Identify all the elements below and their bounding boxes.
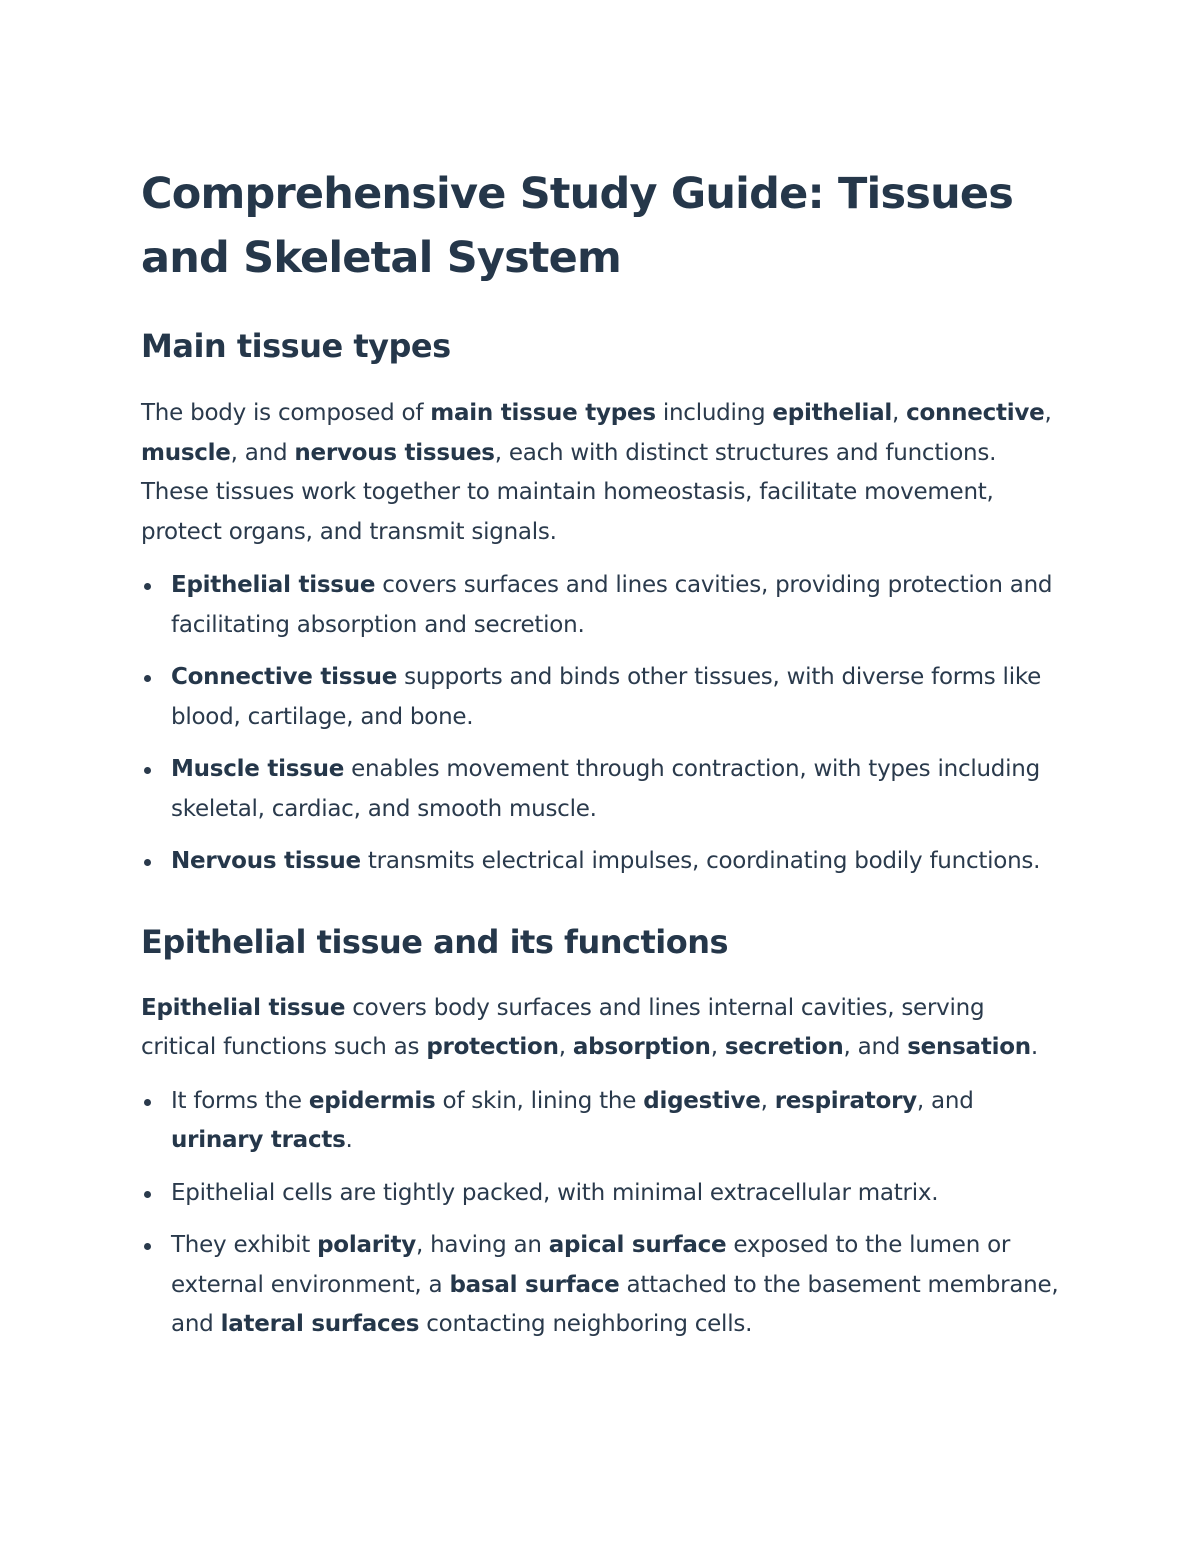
text-run: , and	[916, 1087, 974, 1114]
bold-term: digestive	[643, 1087, 761, 1114]
bullet-icon	[144, 859, 151, 866]
bold-term: Muscle tissue	[171, 756, 345, 782]
list-item	[141, 1174, 1066, 1214]
bold-term: muscle	[141, 439, 231, 466]
bold-term: Epithelial tissue	[171, 572, 376, 598]
text-run: enables movement through contraction, with types including skeletal, cardiac, and smooth muscle.	[171, 756, 1040, 822]
text-run: , having an	[415, 1232, 549, 1258]
list-item	[141, 750, 1066, 829]
text-run: Epithelial cells are tightly packed, with minimal extracellular matrix.	[171, 1179, 939, 1206]
section-intro-paragraph	[141, 394, 1066, 552]
list-item	[141, 658, 1066, 737]
text-run: covers surfaces and lines cavities, providing protection and facilitating absorption and secretion.	[171, 572, 1053, 638]
text-run: ,	[892, 400, 907, 426]
text-run: ,	[1044, 400, 1052, 426]
text-run: supports and binds other tissues, with diverse forms like blood, cartilage, and bone.	[171, 664, 1041, 730]
text-run: .	[1030, 1034, 1038, 1060]
text-run: ,	[760, 1087, 775, 1114]
document-page	[141, 162, 1066, 1358]
bold-term: Connective tissue	[171, 664, 398, 690]
bold-term: main tissue types	[430, 400, 656, 426]
text-run: including	[655, 400, 773, 426]
bold-term: Epithelial tissue	[141, 994, 346, 1021]
text-run: , and	[230, 439, 295, 466]
bold-term: connective	[906, 400, 1045, 426]
text-run: , each with distinct structures and functions. These tissues work together to maintain homeostasis, facilitate movement, protect organs, and transmit signals.	[141, 439, 997, 545]
bold-term: secretion	[724, 1034, 844, 1060]
list-item	[141, 842, 1066, 882]
section-heading-epithelial-tissue: Epithelial tissue and its functions	[141, 922, 729, 961]
bold-term: absorption	[572, 1034, 711, 1060]
text-run: ,	[710, 1034, 725, 1060]
epithelial-facts-list	[141, 1082, 1066, 1345]
bold-term: apical surface	[548, 1232, 727, 1258]
document-title: Comprehensive Study Guide: Tissues and Skeletal System	[141, 169, 1014, 283]
text-run: transmits electrical impulses, coordinating bodily functions.	[360, 848, 1041, 874]
bold-term: respiratory	[774, 1087, 917, 1114]
bold-term: sensation	[907, 1034, 1031, 1060]
text-run: The body is composed of	[141, 400, 431, 426]
bold-term: lateral surfaces	[220, 1311, 420, 1337]
list-item	[141, 566, 1066, 645]
text-run: exposed to the lumen or external environment, a	[171, 1232, 1011, 1298]
bold-term: basal surface	[449, 1271, 620, 1298]
text-run: .	[345, 1127, 353, 1153]
text-run: , and	[843, 1034, 908, 1060]
text-run: of skin, lining the	[435, 1087, 644, 1114]
bold-term: urinary tracts	[171, 1127, 346, 1153]
bullet-icon	[144, 1243, 151, 1250]
section-heading-main-tissue-types: Main tissue types	[141, 327, 451, 365]
bold-term: epithelial	[772, 400, 892, 426]
section-intro-paragraph	[141, 989, 1066, 1068]
list-item	[141, 1082, 1066, 1161]
bold-term: Nervous tissue	[171, 848, 361, 874]
bullet-icon	[144, 675, 151, 682]
bold-term: protection	[426, 1034, 559, 1060]
bullet-icon	[144, 583, 151, 590]
bullet-icon	[144, 1191, 151, 1198]
text-run: ,	[558, 1034, 573, 1060]
bold-term: nervous tissues	[294, 439, 495, 466]
bullet-icon	[144, 1099, 151, 1106]
tissue-types-list	[141, 566, 1066, 882]
list-item	[141, 1226, 1066, 1345]
bullet-icon	[144, 767, 151, 774]
text-run: attached to the basement membrane, and	[171, 1271, 1059, 1337]
text-run: They exhibit	[171, 1232, 318, 1258]
bold-term: epidermis	[308, 1087, 436, 1114]
bold-term: polarity	[317, 1232, 416, 1258]
text-run: contacting neighboring cells.	[419, 1311, 753, 1337]
text-run: It forms the	[171, 1087, 309, 1114]
text-run: covers body surfaces and lines internal cavities, serving critical functions such as	[141, 994, 985, 1060]
